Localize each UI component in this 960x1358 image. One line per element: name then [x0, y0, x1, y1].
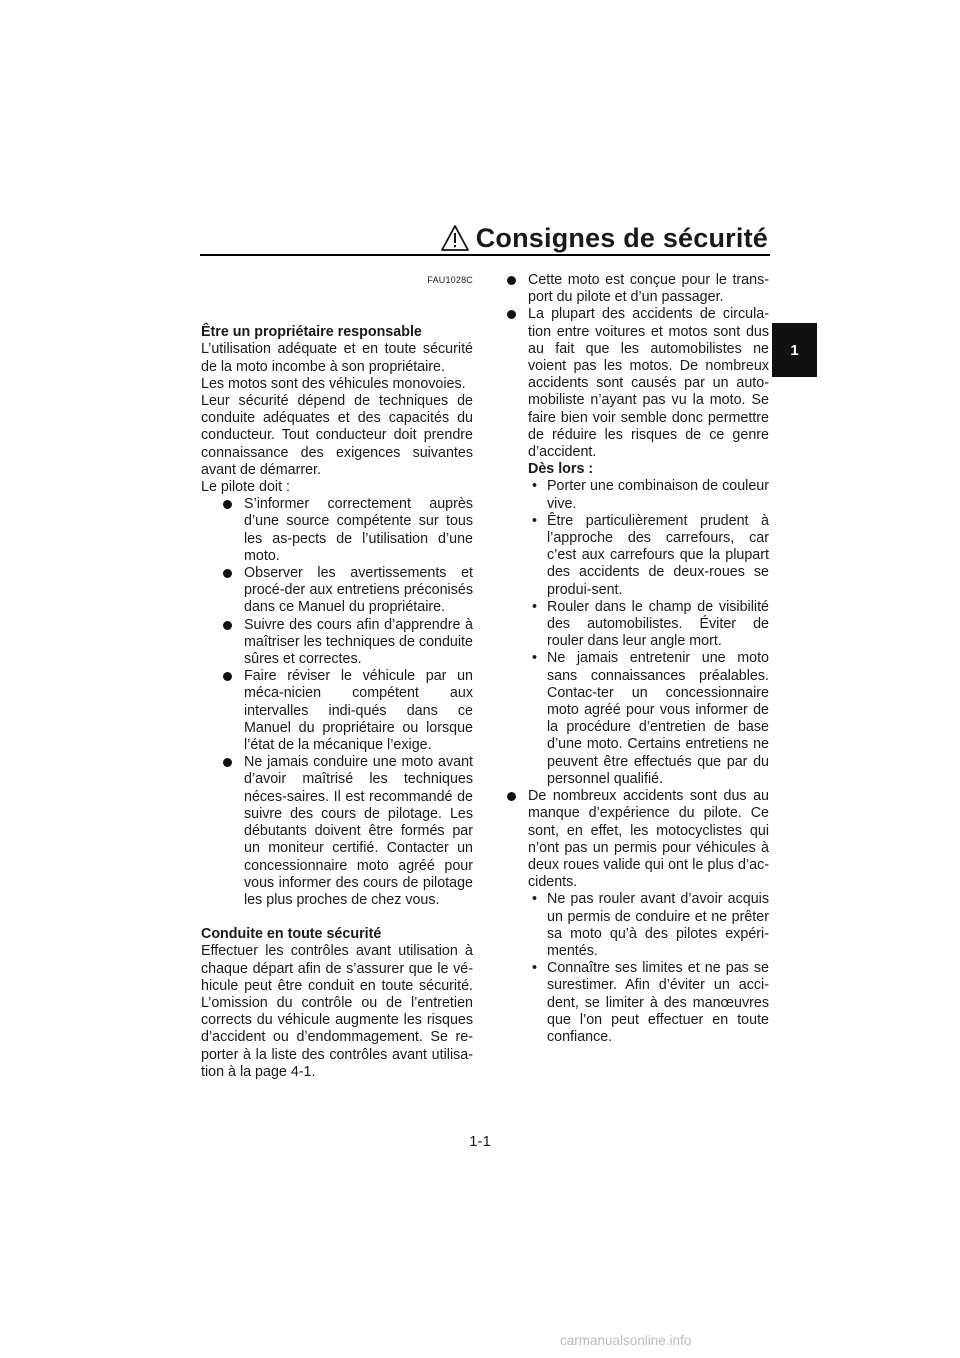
spacer [201, 909, 473, 926]
sub-bullet-text: Ne pas rouler avant d’avoir acquis un permis de conduire et ne prêter sa moto qu’à des pilotes expéri-mentés. [547, 891, 769, 959]
paragraph: Les motos sont des véhicules monovoies. [201, 375, 466, 392]
sub-bullet-item [528, 599, 769, 651]
bullet-item [503, 788, 769, 891]
sub-bullet-mark-icon: • [532, 598, 538, 615]
bullet-item [503, 272, 769, 306]
bullet-dot-icon [507, 310, 516, 319]
page-number: 1-1 [469, 1133, 491, 1150]
bullet-text: Suivre des cours afin d’apprendre à maîtriser les techniques de conduite sûres et correctes. [244, 616, 473, 668]
paragraph: Effectuer les contrôles avant utilisation à chaque départ afin de s’assurer que le vé-hicule peut être conduit en toute sécurité. L’omission du contrôle ou de l’entretien corrects du véhicule augmente les risques d’accident ou d’endommagement. Se re-porter à la liste des contrôles avant utilisa-tion à la page 4-1. [201, 943, 473, 1080]
sub-bullet-item [528, 960, 769, 1046]
bullet-text: Faire réviser le véhicule par un méca-nicien compétent aux intervalles indi-qués dans ce Manuel du propriétaire ou lorsque l’état de la mécanique l’exige. [244, 668, 473, 754]
sub-bullet-mark-icon: • [532, 512, 538, 529]
sub-bullet-item [528, 650, 769, 788]
bullet-text: La plupart des accidents de circula-tion entre voitures et motos sont dus au fait que les automobilistes ne voient pas les motos. De nombreux accidents sont causés par un auto-mobiliste n’ayant pas vu la moto. Se faire bien voir semble donc permettre de réduire les risques de ce genre d’accident. [528, 306, 769, 461]
bullet-item [219, 668, 473, 754]
bullet-text: Cette moto est conçue pour le trans-port du pilote et d’un passager. [528, 272, 769, 306]
sub-bullet-mark-icon: • [532, 650, 538, 667]
watermark[interactable]: carmanualsonline.info [560, 1333, 692, 1348]
reference-code: FAU1028C [427, 275, 473, 285]
page-title: Consignes de sécurité [475, 223, 768, 253]
bullet-text: De nombreux accidents sont dus au manque d’expérience du pilote. Ce sont, en effet, les motocyclistes qui n’ont pas un permis pour véhicules à deux roues valide qui ont le plus d’ac-cidents. [528, 788, 769, 891]
bullet-text: Observer les avertissements et procé-der aux entretiens préconisés dans ce Manuel du propriétaire. [244, 565, 473, 616]
bullet-item [219, 617, 473, 669]
sub-heading: Dès lors : [528, 461, 594, 478]
bullet-item [219, 496, 473, 565]
sub-bullet-mark-icon: • [532, 891, 538, 908]
bullet-text: Ne jamais conduire une moto avant d’avoir maîtrisé les techniques néces-saires. Il est recommandé de suivre des cours de pilotage. Les débutants doivent être formés par un moniteur certifié. Contacter un concessionnaire moto agréé pour vous informer des cours de pilotage les plus proches de chez vous. [244, 754, 473, 908]
header-rule [200, 254, 770, 256]
bullet-item [219, 754, 473, 909]
section-heading: Être un propriétaire responsable [201, 324, 422, 341]
bullet-dot-icon [223, 758, 232, 767]
bullet-dot-icon [507, 276, 516, 285]
page-header [200, 222, 770, 254]
paragraph: L’utilisation adéquate et en toute sécurité de la moto incombe à son propriétaire. [201, 341, 473, 375]
bullet-dot-icon [223, 569, 232, 578]
bullet-dot-icon [507, 792, 516, 801]
sub-bullet-text: Ne jamais entretenir une moto sans connaissances préalables. Contac-ter un concessionnaire moto agréé pour vous informer de la procédure d’entretien de base d’une moto. Certains entretiens ne peuvent être effectués que par du personnel qualifié. [547, 650, 769, 787]
sub-bullet-text: Connaître ses limites et ne pas se surestimer. Afin d’éviter un acci-dent, se limiter à des manœuvres que l’on peut effectuer en toute confiance. [547, 960, 769, 1045]
chapter-tab: 1 [772, 323, 817, 377]
sub-bullet-item [528, 513, 769, 599]
sub-bullet-text: Rouler dans le champ de visibilité des automobilistes. Éviter de rouler dans leur angle mort. [547, 598, 769, 650]
paragraph: Leur sécurité dépend de techniques de conduite adéquates et des capacités du conducteur. Tout conducteur doit prendre connaissance des exigences suivantes avant de démarrer. [201, 393, 473, 478]
left-column [201, 272, 473, 1081]
section-heading: Conduite en toute sécurité [201, 926, 382, 943]
bullet-dot-icon [223, 621, 232, 630]
sub-bullet-item [528, 478, 769, 512]
title-wrap [440, 222, 768, 254]
sub-bullet-mark-icon: • [532, 960, 538, 977]
sub-bullet-mark-icon: • [532, 478, 538, 495]
bullet-dot-icon [223, 500, 232, 509]
sub-bullet-item [528, 891, 769, 960]
bullet-item [219, 565, 473, 617]
bullet-item [503, 306, 769, 461]
paragraph: Le pilote doit : [201, 479, 291, 496]
bullet-dot-icon [223, 672, 232, 681]
bullet-text: S’informer correctement auprès d’une source compétente sur tous les as-pects de l’utilisation d’une moto. [244, 496, 473, 564]
right-column [503, 272, 769, 1046]
sub-bullet-text: Être particulièrement prudent à l’approche des carrefours, car c’est aux carrefours que la plupart des accidents de deux-roues se produi-sent. [547, 512, 769, 598]
warning-triangle-icon [440, 224, 470, 252]
sub-bullet-text: Porter une combinaison de couleur vive. [547, 478, 769, 512]
